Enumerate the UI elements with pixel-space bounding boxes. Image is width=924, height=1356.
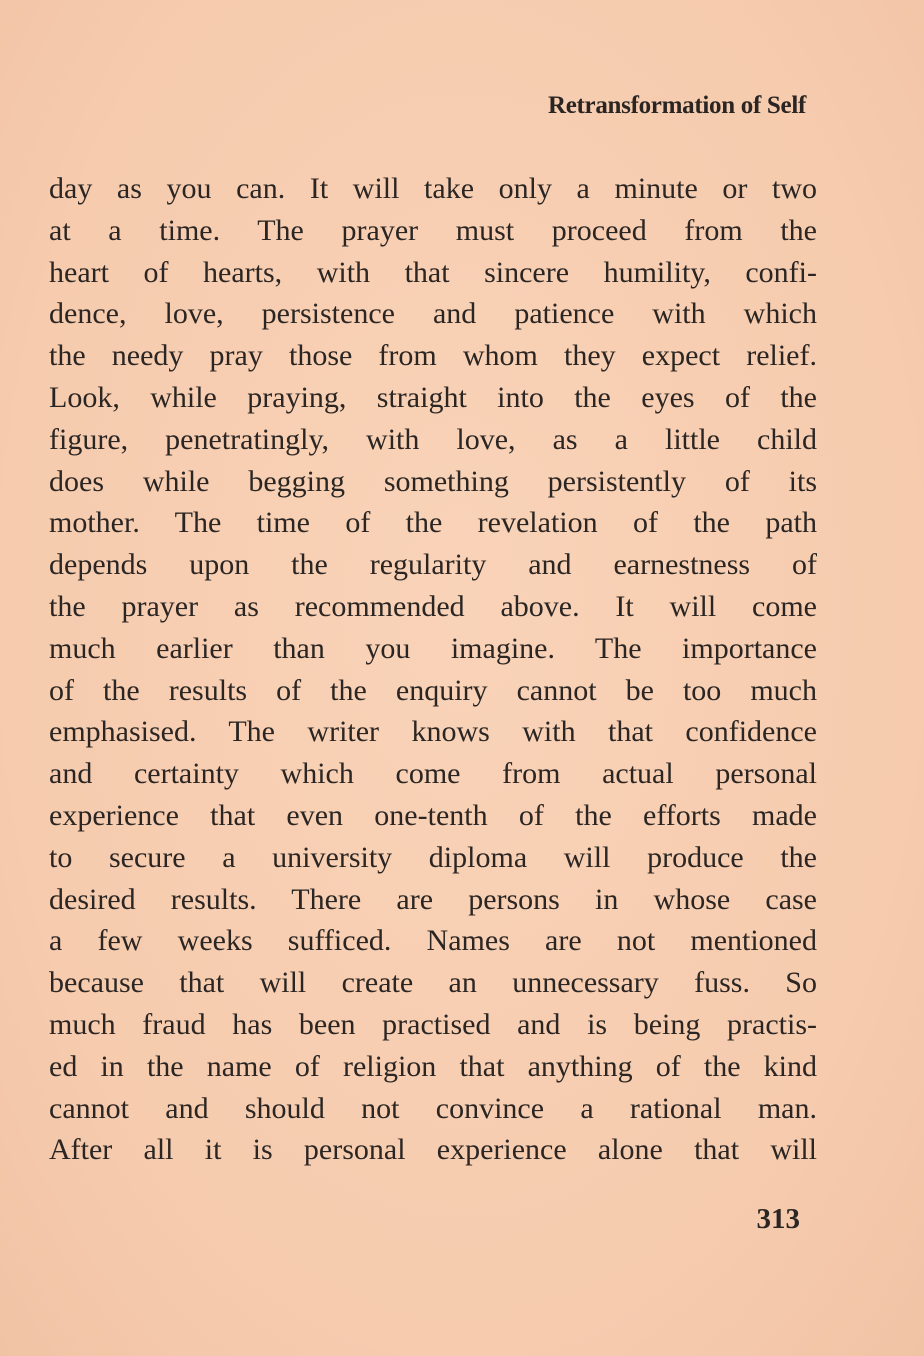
text-line: figure, penetratingly, with love, as a little child	[49, 422, 817, 456]
text-line: at a time. The prayer must proceed from the	[49, 213, 817, 247]
running-header: Retransformation of Self	[547, 92, 806, 119]
text-line: of the results of the enquiry cannot be too much	[49, 673, 817, 707]
text-line: dence, love, persistence and patience with which	[49, 297, 817, 331]
page-number: 313	[756, 1203, 800, 1235]
text-line: depends upon the regularity and earnestness of	[49, 548, 817, 582]
text-line: After all it is personal experience alone that will	[49, 1133, 817, 1167]
text-line: the prayer as recommended above. It will come	[49, 589, 817, 623]
text-line: cannot and should not convince a rational man.	[49, 1091, 817, 1125]
text-line: emphasised. The writer knows with that confidence	[49, 715, 817, 749]
text-line: experience that even one-tenth of the efforts made	[49, 798, 817, 832]
body-text	[49, 168, 817, 1171]
text-line: ed in the name of religion that anything of the kind	[49, 1049, 817, 1083]
text-line: much fraud has been practised and is being practis-	[49, 1007, 817, 1041]
text-line: much earlier than you imagine. The importance	[49, 631, 817, 665]
text-line: desired results. There are persons in whose case	[49, 882, 817, 916]
text-line: because that will create an unnecessary fuss. So	[49, 966, 817, 1000]
text-line: a few weeks sufficed. Names are not mentioned	[49, 924, 817, 958]
text-line: Look, while praying, straight into the eyes of the	[49, 380, 817, 414]
text-line: does while begging something persistently of its	[49, 464, 817, 498]
text-line: to secure a university diploma will produce the	[49, 840, 817, 874]
text-line: heart of hearts, with that sincere humility, confi-	[49, 255, 817, 289]
text-line: the needy pray those from whom they expect relief.	[49, 339, 817, 373]
text-line: and certainty which come from actual personal	[49, 757, 817, 791]
text-line: day as you can. It will take only a minute or two	[49, 172, 817, 205]
text-line: mother. The time of the revelation of the path	[49, 506, 817, 540]
